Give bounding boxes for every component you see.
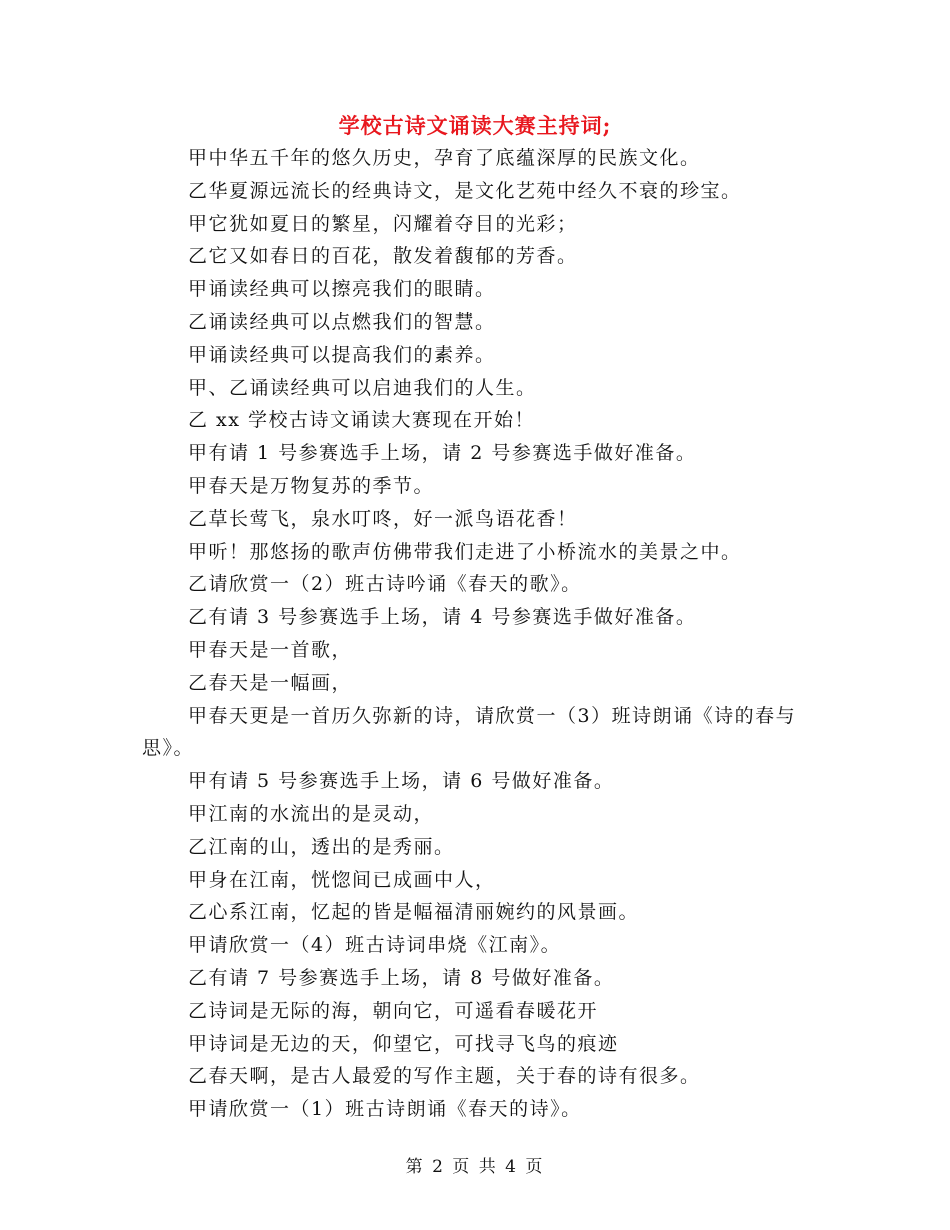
script-line: 甲请欣赏一（1）班古诗朗诵《春天的诗》。 — [188, 1098, 582, 1121]
script-line: 甲请欣赏一（4）班古诗词串烧《江南》。 — [188, 934, 562, 957]
script-line: 乙春天是一幅画， — [188, 671, 353, 694]
script-line: 乙有请 3 号参赛选手上场，请 4 号参赛选手做好准备。 — [188, 606, 697, 629]
script-line: 乙有请 7 号参赛选手上场，请 8 号做好准备。 — [188, 966, 615, 989]
script-line: 乙诗词是无际的海，朝向它，可遥看春暖花开 — [188, 999, 599, 1022]
script-line: 甲身在江南，恍惚间已成画中人， — [188, 868, 496, 891]
script-line: 甲有请 5 号参赛选手上场，请 6 号做好准备。 — [188, 770, 615, 793]
script-line: 甲春天是万物复苏的季节。 — [188, 474, 435, 497]
script-line: 甲诵读经典可以提高我们的素养。 — [188, 343, 496, 366]
script-line: 甲有请 1 号参赛选手上场，请 2 号参赛选手做好准备。 — [188, 442, 697, 465]
script-line: 乙请欣赏一（2）班古诗吟诵《春天的歌》。 — [188, 573, 582, 596]
script-line: 甲春天更是一首历久弥新的诗，请欣赏一（3）班诗朗诵《诗的春与思》。 — [142, 704, 797, 760]
script-line: 甲听！那悠扬的歌声仿佛带我们走进了小桥流水的美景之中。 — [188, 540, 742, 563]
script-line: 乙 xx 学校古诗文诵读大赛现在开始！ — [188, 409, 536, 432]
script-line: 乙草长莺飞，泉水叮咚，好一派鸟语花香！ — [188, 507, 578, 530]
script-line: 甲春天是一首歌， — [188, 638, 353, 661]
script-line: 甲、乙诵读经典可以启迪我们的人生。 — [188, 376, 537, 399]
script-line: 乙它又如春日的百花，散发着馥郁的芳香。 — [188, 245, 578, 268]
script-line: 甲江南的水流出的是灵动， — [188, 802, 435, 825]
script-line: 甲中华五千年的悠久历史，孕育了底蕴深厚的民族文化。 — [188, 147, 701, 169]
script-line: 乙心系江南，忆起的皆是幅福清丽婉约的风景画。 — [188, 901, 640, 924]
script-line: 乙诵读经典可以点燃我们的智慧。 — [188, 310, 496, 333]
script-line: 甲它犹如夏日的繁星，闪耀着夺目的光彩； — [188, 212, 578, 235]
script-line: 乙华夏源远流长的经典诗文，是文化艺苑中经久不衰的珍宝。 — [188, 179, 742, 202]
script-line: 乙春天啊，是古人最爱的写作主题，关于春的诗有很多。 — [188, 1065, 701, 1088]
script-line: 甲诵读经典可以擦亮我们的眼睛。 — [188, 278, 496, 301]
script-line: 甲诗词是无边的天，仰望它，可找寻飞鸟的痕迹 — [188, 1032, 619, 1055]
script-line: 乙江南的山，透出的是秀丽。 — [188, 835, 455, 858]
document-title: 学校古诗文诵读大赛主持词; — [338, 113, 612, 138]
page-footer: 第 2 页 共 4 页 — [405, 1157, 545, 1177]
script-body — [142, 142, 822, 1126]
